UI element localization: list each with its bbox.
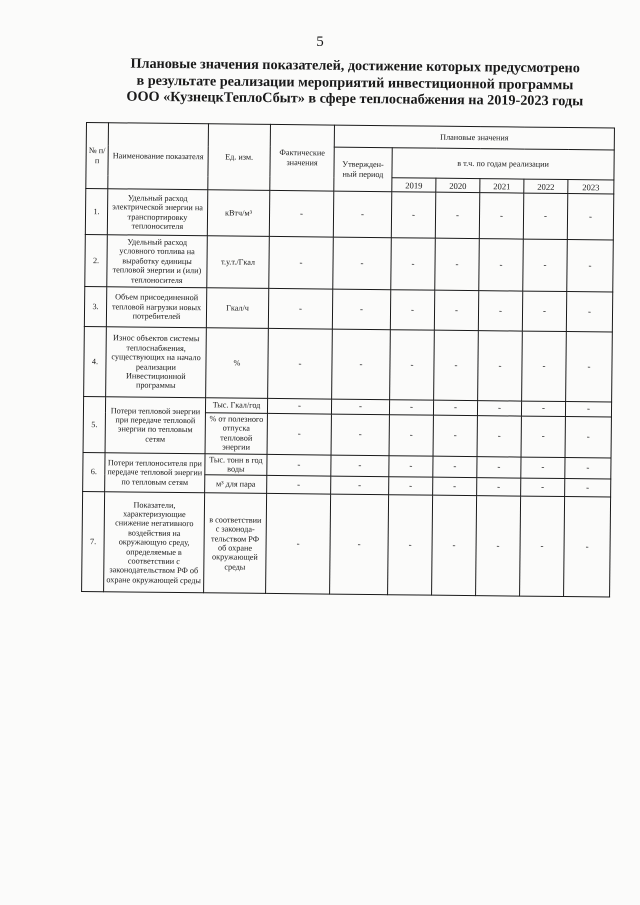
value-2019: - [390,330,435,400]
value-2020: - [435,238,480,290]
actual-value: - [267,454,331,476]
approved-value: - [331,477,389,496]
value-2023: - [565,457,611,479]
title-line-3: ООО «КузнецкТеплоСбыт» в сфере теплоснабжения на 2019-2023 годы [126,88,584,110]
row-number: 6. [83,452,105,492]
value-2019: - [389,477,433,495]
value-2022: - [521,401,565,416]
actual-value: - [266,494,331,595]
value-2019: - [389,415,433,456]
indicator-unit: Тыс. тонн в год воды [205,453,267,475]
value-2023: - [564,497,611,597]
header-planned: Плановые значения [334,125,614,150]
indicator-name: Потери тепловой энергии при передаче тепловой энергии по тепловым сетям [105,397,206,454]
indicator-unit: % от полезного отпуска тепловой энергии [205,413,267,454]
actual-value: - [267,398,331,414]
header-year-2021: 2021 [480,179,524,193]
value-2020: - [434,330,479,400]
approved-value: - [333,191,391,238]
indicator-unit: % [206,328,269,399]
actual-value: - [267,476,331,495]
document-title [100,55,610,110]
value-2020: - [435,192,479,238]
value-2020: - [433,415,477,456]
value-2022: - [521,457,565,479]
row-number: 2. [85,234,108,286]
value-2019: - [389,455,433,477]
value-2020: - [433,400,477,415]
approved-value: - [330,495,389,596]
value-2019: - [388,495,433,595]
header-name: Наименование показателя [108,123,209,190]
value-2019: - [391,238,436,290]
value-2023: - [567,194,614,240]
value-2022: - [523,193,567,239]
header-unit: Ед. изм. [208,124,271,191]
indicators-table-sheet [81,122,614,598]
value-2021: - [478,331,523,401]
value-2020: - [432,496,477,596]
actual-value: - [269,236,334,289]
title-line-2: в результате реализации мероприятий инвестиционной программы [136,72,574,93]
indicator-name: Удельный расход условного топлива на выработку единицы тепловой энергии и (или) теплоносителя [107,235,208,288]
value-2023: - [565,417,611,458]
value-2022: - [520,497,565,597]
table-row [85,189,613,241]
value-2021: - [477,456,521,478]
value-2020: - [434,290,478,330]
value-2021: - [479,193,523,239]
approved-value: - [332,289,390,330]
header-year-2020: 2020 [436,178,480,192]
actual-value: - [268,328,333,399]
header-year-2023: 2023 [568,180,614,194]
page-number: 5 [316,34,324,50]
value-2022: - [523,239,568,291]
indicator-unit: Тыс. Гкал/год [205,398,267,414]
value-2023: - [567,240,614,292]
value-2023: - [565,402,611,417]
value-2019: - [391,192,435,238]
row-number: 4. [84,326,107,396]
indicator-name: Потери теплоносителя при передаче тепловой энергии по тепловым сетям [105,452,205,493]
table-row [84,286,612,332]
indicator-unit: Гкал/ч [206,288,268,329]
value-2021: - [477,401,521,416]
value-2022: - [521,416,565,457]
table-row [84,326,613,402]
row-number: 3. [84,286,106,326]
title-line-1: Плановые значения показателей, достижение которых предусмотрено [130,55,580,77]
indicator-unit: кВтч/м³ [207,190,269,237]
value-2019: - [390,290,434,330]
indicator-unit: м³ для пара [205,475,267,494]
value-2022: - [522,331,567,401]
approved-value: - [331,455,389,477]
indicator-name: Объем присоединенной тепловой нагрузки новых потребителей [106,287,206,328]
approved-value: - [332,329,391,400]
table-row [82,492,611,598]
value-2023: - [566,292,612,332]
value-2021: - [477,478,521,496]
actual-value: - [269,190,333,237]
value-2021: - [477,416,521,457]
header-year-2019: 2019 [392,178,436,192]
table-row [83,452,611,479]
value-2021: - [479,239,524,291]
indicator-name: Износ объектов системы теплоснабжения, существующих на начало реализации Инвестиционной программы [106,327,207,398]
table-body [82,189,614,598]
value-2021: - [476,496,521,596]
indicator-unit: в соответствии с законода-тельством РФ об охране окружающей среды [204,493,267,594]
table-row [85,234,614,292]
indicator-name: Показатели, характеризующие снижение негативного воздействия на окружающую среду, определяемые в соответствии с законодательством РФ об охране окружающей среды [104,492,205,593]
row-number: 5. [83,396,106,452]
value-2022: - [521,479,565,497]
row-number: 7. [82,492,105,592]
value-2023: - [565,479,611,497]
value-2022: - [522,291,566,331]
actual-value: - [268,288,332,329]
indicator-name: Удельный расход электрической энергии на транспортировку теплоносителя [107,189,207,236]
actual-value: - [267,413,331,454]
indicators-table [81,122,615,598]
approved-value: - [331,399,389,415]
header-by-years: в т.ч. по годам реализации [392,148,614,180]
value-2023: - [566,332,613,402]
header-approved: Утвержден-ный период [334,147,392,192]
value-2019: - [389,400,433,415]
approved-value: - [333,237,392,290]
header-num: № п/п [86,123,109,189]
table-head [86,123,615,195]
value-2020: - [433,456,477,478]
header-year-2022: 2022 [524,179,568,193]
approved-value: - [331,414,389,455]
indicator-unit: т.у.т./Гкал [207,236,270,289]
value-2021: - [478,291,522,331]
value-2020: - [433,478,477,496]
header-actual: Фактические значения [270,124,335,191]
row-number: 1. [85,189,107,235]
